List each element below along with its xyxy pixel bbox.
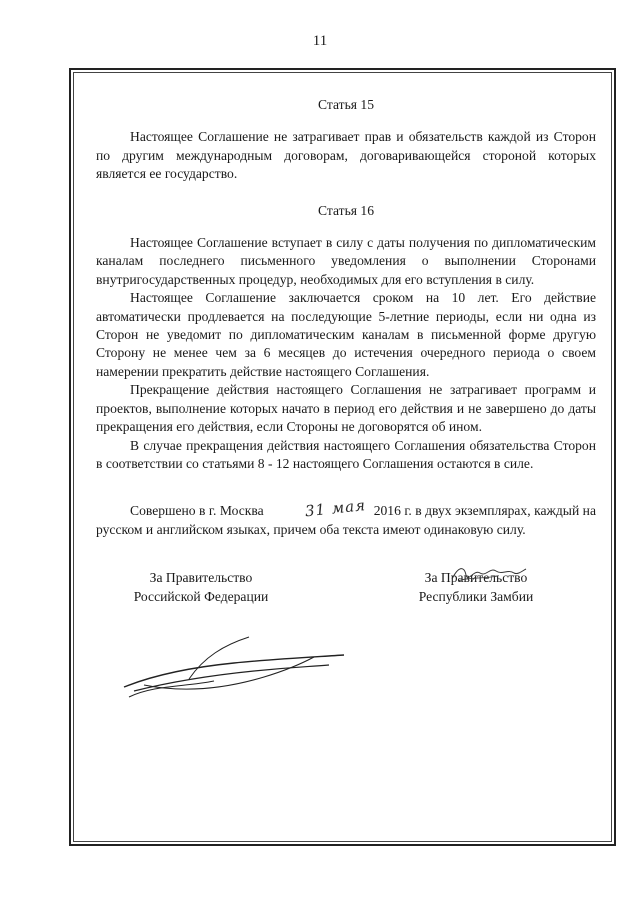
signatory-russia [106,569,296,606]
signatory-zambia-line1: За Правительство [424,570,528,586]
handwritten-date: 31 мая [304,496,367,521]
signatures-section [96,569,596,709]
signature-russia-icon [114,627,354,707]
signatory-russia-line1: За Правительство [149,570,253,586]
article-16-paragraph-3: Прекращение действия настоящего Соглашения не затрагивает программ и проектов, выполнение которых начато в период его действия и не завершено до даты прекращения его действия, если Стороны не договорятся об ином. [96,382,596,435]
concluded-suffix: 2016 г. в двух экземплярах, каждый на русском и английском языках, причем оба текста имеют одинаковую силу. [96,503,596,537]
signatory-zambia-line2: Республики Замбии [418,588,534,604]
signature-zambia-icon [448,561,528,587]
article-16-paragraph-2: Настоящее Соглашение заключается сроком на 10 лет. Его действие автоматически продлевается на последующие 5-летние периоды, если ни одна из Сторон не уведомит по дипломатическим каналам в письменной форме другую Сторону не менее чем за 6 месяцев до истечения очередного периода о своем намерении прекратить действие настоящего Соглашения. [96,290,596,379]
concluded-prefix: Совершено в г. Москва [130,503,264,519]
article-15-title: Статья 15 [317,97,375,112]
article-16-paragraph-4: В случае прекращения действия настоящего Соглашения обязательства Сторон в соответствии со статьями 8 - 12 настоящего Соглашения остаются в силе. [96,437,596,471]
signatory-russia-line2: Российской Федерации [133,588,269,604]
article-15-paragraph: Настоящее Соглашение не затрагивает прав и обязательств каждой из Сторон по другим международным договорам, договаривающейся стороной которых является ее государство. [96,129,596,182]
page-number: 11 [312,33,328,49]
concluded-statement [96,496,596,539]
article-16-paragraph-1: Настоящее Соглашение вступает в силу с даты получения по дипломатическим каналам последнего письменного уведомления о выполнении Сторонами внутригосударственных процедур, необходимых для его вступления в силу. [96,235,596,287]
article-16-title: Статья 16 [317,202,375,218]
document-body [96,96,596,709]
